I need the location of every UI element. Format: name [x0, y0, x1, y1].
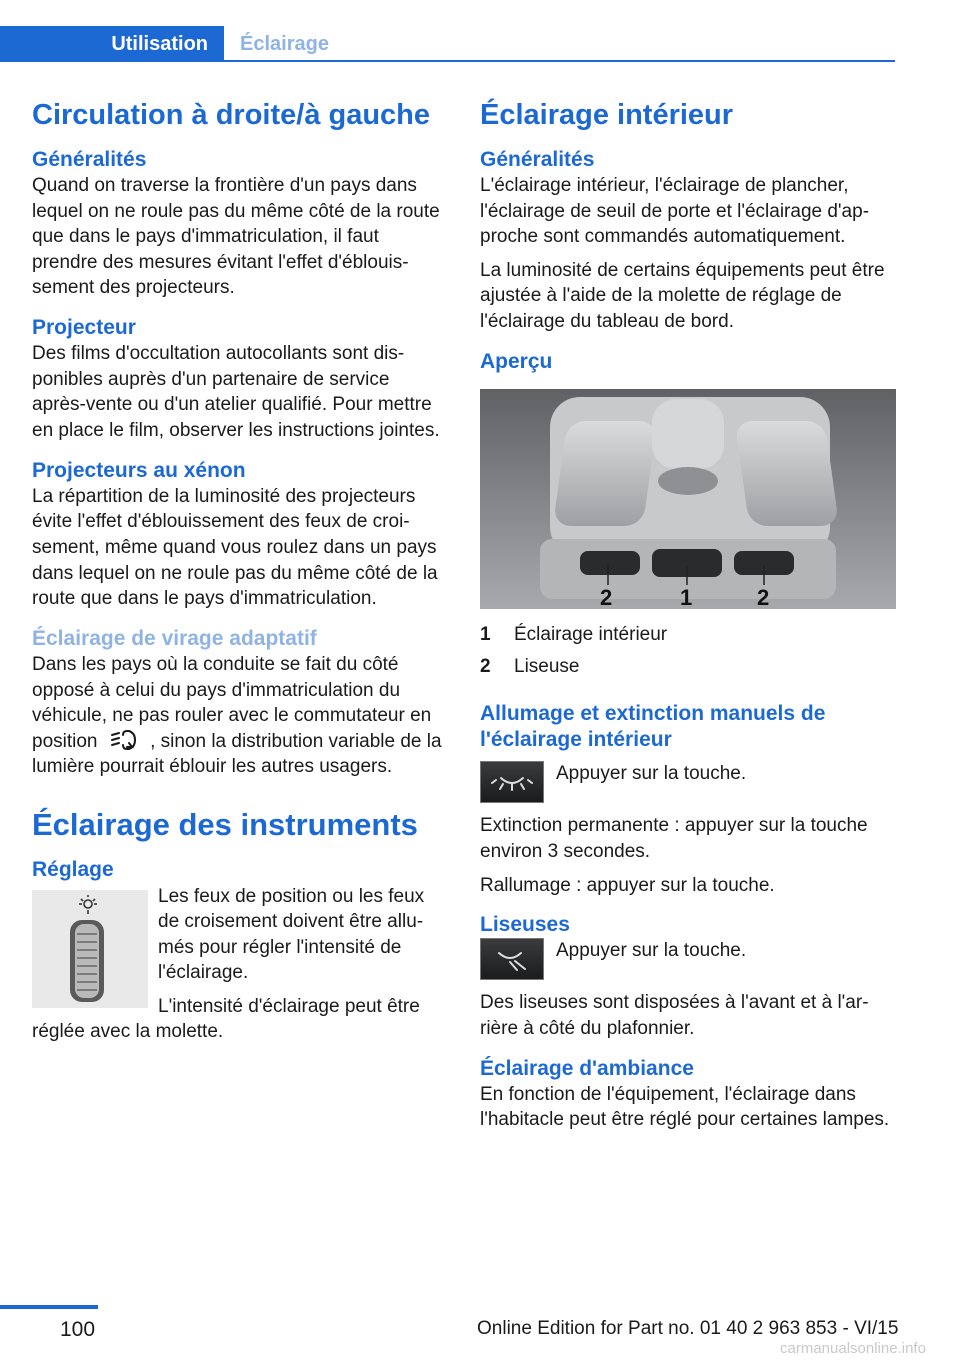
text-generalites: Quand on traverse la frontière d'un pays dans lequel on ne roule pas du même côté de la route que dans le pays d'immatriculation, il faut prendre des mesures évitant l'effet d'éblouissement des projecteurs.: [32, 175, 440, 299]
section-adaptive: [32, 626, 448, 780]
photo-label-left: 2: [600, 584, 613, 609]
subheading-xenon: Projecteurs au xénon: [32, 458, 246, 482]
text-relight: Rallumage : appuyer sur la touche.: [480, 874, 775, 896]
heading-eclairage-interieur: Éclairage intérieur: [480, 99, 734, 131]
legend-number: 2: [480, 655, 491, 677]
adaptive-light-icon: [109, 729, 139, 751]
photo-label-center: 1: [680, 584, 693, 609]
page-number: 100: [60, 1318, 96, 1341]
text-reglage: Les feux de position ou les feux de croisement doivent être allumés pour régler l'intensité de l'éclairage.: [158, 885, 425, 984]
text-ambiance: En fonction de l'équipement, l'éclairage dans l'habitacle peut être réglé pour certaines lampes.: [480, 1083, 890, 1131]
subheading-manual: Allumage et extinction manuels de l'éclairage intérieur: [480, 701, 826, 752]
text-perm-off: Extinction permanente : appuyer sur la touche environ 3 secondes.: [480, 815, 868, 862]
right-column: [480, 98, 896, 1147]
header-rule: [0, 60, 895, 62]
overhead-console-illustration: [480, 389, 896, 609]
legend-label: Liseuse: [514, 655, 580, 677]
reading-light-button-row: [480, 938, 896, 980]
text-adaptive-b: , sinon la distribution variable de la lumière pourrait éblouir les autres usagers.: [32, 730, 442, 778]
text-adaptive-a: Dans les pays où la conduite se fait du côté opposé à celui du pays d'immatriculation du véhicule, ne pas rouler avec le commutateur en position: [32, 654, 432, 752]
section-liseuses: [480, 912, 896, 1041]
heading-circulation: Circulation à droite/à gauche: [32, 99, 431, 131]
interior-light-button-icon: [480, 761, 544, 803]
tab-eclairage: Éclairage: [240, 32, 329, 55]
subheading-projecteur: Projecteur: [32, 316, 136, 340]
section-manual: [480, 701, 896, 898]
legend-number: 1: [480, 623, 491, 645]
text-liseuses: Des liseuses sont disposées à l'avant et à l'arrière à côté du plafonnier.: [480, 992, 869, 1039]
section-projecteur: [32, 315, 448, 444]
text-adaptive: [32, 652, 448, 780]
section-ambiance: [480, 1056, 896, 1133]
text-reglage-2: L'intensité d'éclairage peut être réglée avec la molette.: [32, 995, 420, 1043]
section-generalites-right: [480, 147, 896, 335]
text-generalites-right-1: L'éclairage intérieur, l'éclairage de plancher, l'éclairage de seuil de porte et l'éclairage d'approche sont commandés automatiquement.: [480, 175, 870, 248]
left-column: [32, 98, 448, 1067]
subheading-generalites-right: Généralités: [480, 147, 595, 171]
subheading-apercu: Aperçu: [480, 349, 553, 373]
section-apercu: [480, 349, 896, 683]
legend-item: [480, 651, 896, 683]
dimmer-wheel-icon: [32, 890, 148, 1008]
interior-light-button-row: [480, 761, 896, 803]
subheading-liseuses: Liseuses: [480, 913, 570, 937]
reglage-block: [32, 884, 448, 1054]
text-generalites-right-2: La luminosité de certains équipements peut être ajustée à l'aide de la molette de réglage de l'éclairage du tableau de bord.: [480, 259, 885, 333]
interior-light-photo: [480, 389, 896, 609]
reading-light-button-icon: [480, 938, 544, 980]
photo-label-right: 2: [757, 584, 770, 609]
online-edition: Online Edition for Part no. 01 40 2 963 853 - VI/15: [477, 1318, 899, 1339]
section-xenon: [32, 458, 448, 612]
dimmer-wheel-image: [32, 890, 148, 1008]
section-reglage: [32, 857, 448, 1053]
legend-label: Éclairage intérieur: [514, 623, 668, 645]
heading-instruments: Éclairage des instruments: [32, 807, 418, 843]
subheading-ambiance: Éclairage d'ambiance: [480, 1056, 694, 1080]
subheading-reglage: Réglage: [32, 858, 114, 882]
subheading-generalites: Généralités: [32, 147, 147, 171]
text-xenon: La répartition de la luminosité des projecteurs évite l'effet d'éblouissement des feux de croisement, même quand vous roulez dans un pays dans lequel on ne roule pas du même côté de la route que dans le pays d'immatriculation.: [32, 485, 438, 610]
section-generalites-left: [32, 147, 448, 301]
press-key-text-2: Appuyer sur la touche.: [556, 940, 747, 962]
text-projecteur: Des films d'occultation autocollants sont disponibles auprès d'un partenaire de service après-vente ou d'un atelier qualifié. Pour mettre en place le film, observer les instructions jointes.: [32, 343, 440, 442]
subheading-adaptive: Éclairage de virage adaptatif: [32, 626, 317, 650]
tab-utilisation: Utilisation: [0, 26, 224, 62]
legend-item: [480, 619, 896, 651]
watermark: carmanualsonline.info: [780, 1340, 926, 1357]
footer-rule: [0, 1305, 98, 1309]
press-key-text: Appuyer sur la touche.: [556, 763, 747, 785]
